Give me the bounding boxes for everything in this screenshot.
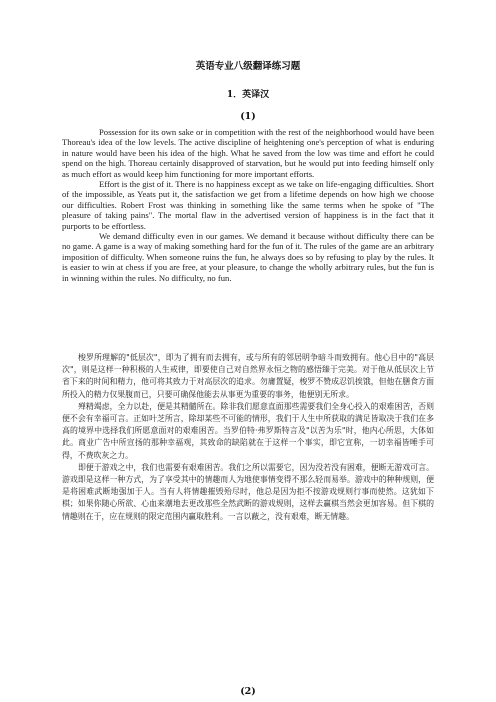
chinese-paragraph: 梭罗所理解的"低层次"，即为了拥有而去拥有，或与所有的邻居明争暗斗而致拥有。他心目中的"高层次"，则是这样一种积极的人生戒律，即要使自己对自然界永恒之物的感悟臻于完美。对于他从低层次上节省下来的时间和精力，他可将其致力于对高层次的追求。勿庸置疑，梭罗不赞成忍饥挨饿，但他在膳食方面所投入的精力仅果腹而已，只要可确保他能去从事更为重要的事务，他便别无所求。 bbox=[62, 353, 434, 399]
section-heading: 1．英译汉 bbox=[226, 90, 270, 100]
english-paragraph: Effort is the gist of it. There is no happiness except as we take on life-engaging difficulties. Short of the impossible, as Yeats put it, the satisfaction we get from a lifetime depends on how high we choose our difficulties. Robert Frost was thinking in something like the same terms when he spoke of "The pleasure of taking pains". The mortal flaw in the advertised version of happiness is in the fact that it purports to be effortless. bbox=[62, 179, 434, 231]
english-source-text bbox=[62, 127, 434, 283]
chinese-translation-text bbox=[62, 352, 434, 523]
chinese-paragraph: 即便于游戏之中，我们也需要有艰难困苦。我们之所以需要它，因为没若没有困难，便断无游戏可言。游戏即是这样一种方式，为了享受其中的情趣而人为地使事情变得不那么轻而易举。游戏中的种种规则，便是将困难武断地强加于人。当有人将情趣摧毁殆尽时，他总是因为拒不按游戏规则行事而使然。这犹如下棋；如果你随心所欲、心血来潮地去更改那些全然武断的游戏规则，这样去赢棋当然会更加容易。但下棋的情趣则在于，应在规则的限定范围内赢取胜利。一言以蔽之，没有艰难，断无情趣。 bbox=[62, 462, 434, 521]
document-title: 英语专业八级翻译练习题 bbox=[195, 61, 301, 72]
english-paragraph: We demand difficulty even in our games. We demand it because without difficulty there can be no game. A game is a way of making something hard for the fun of it. The rules of the game are an arbitrary imposition of difficulty. When someone ruins the fun, he always does so by refusing to play by the rules. It is easier to win at chess if you are free, at your pleasure, to change the wholly arbitrary rules, but the fun is in winning within the rules. No difficulty, no fun. bbox=[62, 231, 434, 283]
part-1-heading: (1) bbox=[240, 111, 256, 122]
part-2-heading: (2) bbox=[240, 686, 256, 697]
english-paragraph: Possession for its own sake or in competition with the rest of the neighborhood would have been Thoreau's idea of the low levels. The active discipline of heightening one's perception of what is enduring in nature would have been his idea of the high. What he saved from the low was time and effort he could spend on the high. Thoreau certainly disapproved of starvation, but he would put into feeding himself only as much effort as would keep him functioning for more important efforts. bbox=[62, 127, 434, 179]
chinese-paragraph: 殚精竭虑，全力以赴，便是其精髓所在。除非我们愿意直面那些需要我们全身心投入的艰难困苦，否则便不会有幸福可言。正如叶芝所言，除却某些不可能的情形，我们于人生中所获取的满足皆取决于我们在多高的境界中选择我们所愿意面对的艰难困苦。当罗伯特·弗罗斯特言及"以苦为乐"时，他内心所思，大体如此。商业广告中所宣扬的那种幸福观，其致命的缺陷就在于这样一个事实，即它宣称，一切幸福皆唾手可得，不费吹灰之力。 bbox=[62, 401, 434, 460]
